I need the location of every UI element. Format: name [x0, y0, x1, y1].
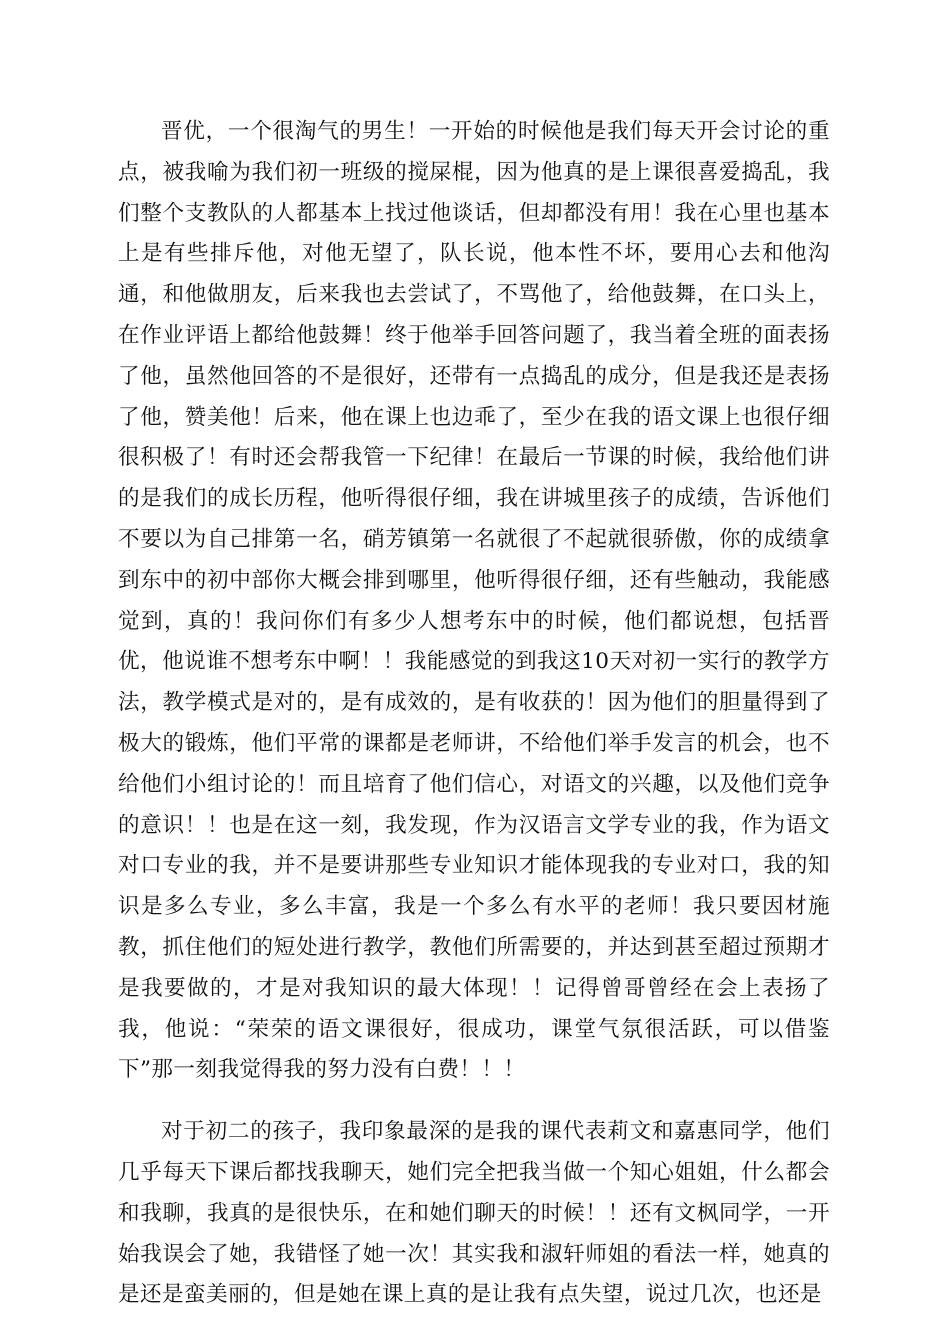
- paragraph-2: 对于初二的孩子，我印象最深的是我的课代表莉文和嘉惠同学，他们几乎每天下课后都找我聊天，她们完全把我当做一个知心姐姐，什么都会和我聊，我真的是很快乐，在和她们聊天的时候！！还有文枫同学，一开始我误会了她，我错怪了她一次！其实我和淑轩师姐的看法一样，她真的是还是蛮美丽的，但是她在课上真的是让我有点失望，说过几次，也还是: [118, 1119, 830, 1308]
- paragraph-1: 晋优，一个很淘气的男生！一开始的时候他是我们每天开会讨论的重点，被我喻为我们初一班级的搅屎棍，因为他真的是上课很喜爱捣乱，我们整个支教队的人都基本上找过他谈话，但却都没有用！我在心里也基本上是有些排斥他，对他无望了，队长说，他本性不坏，要用心去和他沟通，和他做朋友，后来我也去尝试了，不骂他了，给他鼓舞，在口头上，在作业评语上都给他鼓舞！终于他举手回答问题了，我当着全班的面表扬了他，虽然他回答的不是很好，还带有一点捣乱的成分，但是我还是表扬了他，赞美他！后来，他在课上也边乖了，至少在我的语文课上也很仔细很积极了！有时还会帮我管一下纪律！在最后一节课的时候，我给他们讲的是我们的成长历程，他听得很仔细，我在讲城里孩子的成绩，告诉他们不要以为自己排第一名，硝芳镇第一名就很了不起就很骄傲，你的成绩拿到东中的初中部你大概会排到哪里，他听得很仔细，还有些触动，我能感觉到，真的！我问你们有多少人想考东中的时候，他们都说想，包括晋优，他说谁不想考东中啊！！我能感觉的到我这10天对初一实行的教学方法，教学模式是对的，是有成效的，是有收获的！因为他们的胆量得到了极大的锻炼，他们平常的课都是老师讲，不给他们举手发言的机会，也不给他们小组讨论的！而且培育了他们信心，对语文的兴趣，以及他们竞争的意识！！也是在这一刻，我发现，作为汉语言文学专业的我，作为语文对口专业的我，并不是要讲那些专业知识才能体现我的专业对口，我的知识是多么专业，多么丰富，我是一个多么有水平的老师！我只要因材施教，抓住他们的短处进行教学，教他们所需要的，并达到甚至超过预期才是我要做的，才是对我知识的最大体现！！记得曾哥曾经在会上表扬了我，他说：“荣荣的语文课很好，很成功，课堂气氛很活跃，可以借鉴下”那一刻我觉得我的努力没有白费！！！: [118, 119, 830, 1083]
- document-body: [118, 112, 830, 1316]
